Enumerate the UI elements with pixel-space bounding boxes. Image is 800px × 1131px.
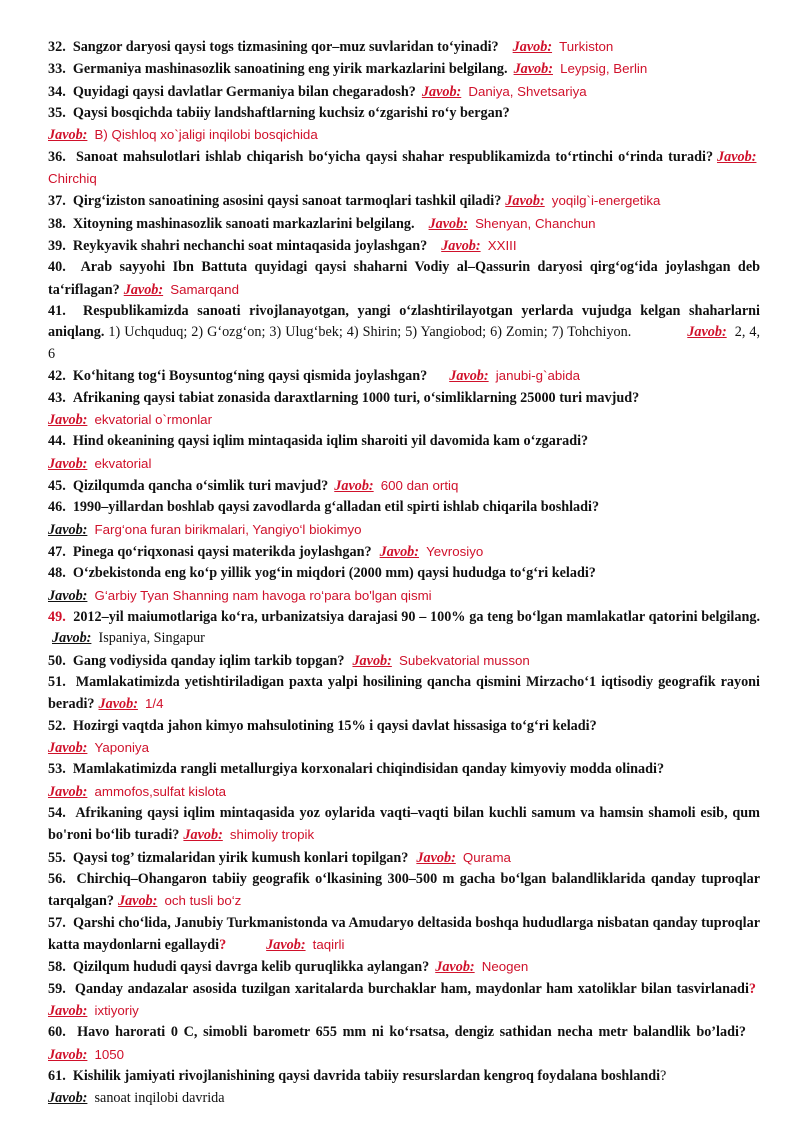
question-text: Hind okeanining qaysi iqlim mintaqasida iqlim sharoiti yil davomida kam o‘zgaradi? xyxy=(72,433,589,450)
question-text: Reykyavik shahri nechanchi soat mintaqasida joylashgan? xyxy=(72,238,428,255)
answer-label: Javob: xyxy=(512,39,553,55)
question-number: 56. xyxy=(48,871,66,888)
question-mark: ? xyxy=(660,1068,667,1085)
answer-label: Javob: xyxy=(48,455,88,472)
question-number: 52. xyxy=(48,717,66,734)
answer-label: Javob: xyxy=(48,1046,88,1063)
answer-text: Yaponiya xyxy=(94,740,149,755)
question-item xyxy=(48,541,760,563)
question-text: Ko‘hitang tog‘i Boysuntog‘ning qaysi qismida joylashgan? xyxy=(72,368,428,385)
answer-label: Javob: xyxy=(48,521,88,538)
answer-text: B) Qishloq xo`jaligi inqilobi bosqichida xyxy=(94,127,318,143)
answer-label: Javob: xyxy=(449,368,489,385)
answer-text: Qurama xyxy=(462,849,511,865)
question-number: 53. xyxy=(48,761,66,778)
answer-text: och tusli bo‘z xyxy=(164,893,242,909)
answer-text: Yevrosiyo xyxy=(426,543,484,559)
question-number: 44. xyxy=(48,433,66,450)
question-number: 34. xyxy=(48,83,66,100)
question-item xyxy=(48,803,760,847)
answer-text: Samarqand xyxy=(170,281,239,297)
answer-text: 600 dan ortiq xyxy=(380,477,459,493)
answer-text: 1050 xyxy=(94,1046,125,1062)
question-number: 51. xyxy=(48,673,66,690)
question-item xyxy=(48,388,760,432)
answer-text: 2, 4, 6 xyxy=(48,324,761,362)
question-item xyxy=(48,365,760,387)
question-item xyxy=(48,431,760,475)
question-text: Mamlakatimizda yetishtiriladigan paxta yalpi hosilining qancha qismini Mirzacho‘1 iqtisodiy geografik rayoni beradi? xyxy=(48,673,760,713)
question-text: Afrikaning qaysi iqlim mintaqasida yoz oylarida vaqti–vaqti bilan kuchli samum va hamsin shamoli esib, qum bo'roni bo‘lib turadi? xyxy=(48,805,760,844)
answer-label: Javob: xyxy=(117,893,158,910)
answer-options: 1) Uchquduq; 2) G‘ozg‘on; 3) Ulug‘bek; 4) Shirin; 5) Yangiobod; 6) Zomin; 7) Tohchiyon. xyxy=(108,324,632,341)
question-number: 38. xyxy=(48,215,66,232)
question-item xyxy=(48,1066,760,1109)
question-number: 36. xyxy=(48,148,66,165)
answer-text: Chirchiq xyxy=(48,171,97,187)
answer-label: Javob: xyxy=(123,281,164,298)
question-number: 59. xyxy=(48,980,66,997)
question-number: 61. xyxy=(48,1068,66,1085)
question-mark: ? xyxy=(219,937,227,954)
question-item xyxy=(48,650,760,672)
question-text: Respublikamizda sanoati rivojlanayotgan, yangi o‘zlashtirilayotgan yerlarda vujudga kelgan shaharlarni aniqlang. xyxy=(48,303,760,341)
question-number: 48. xyxy=(48,565,66,582)
question-item xyxy=(48,103,760,147)
question-text: Chirchiq–Ohangaron tabiiy geografik o‘lkasining 300–500 m gacha bo‘lgan balandliklarida qanday tuproqlar tarqalgan? xyxy=(48,871,760,910)
question-number: 47. xyxy=(48,543,66,560)
answer-text: XXIII xyxy=(487,238,517,254)
answer-text: ekvatorial o`rmonlar xyxy=(94,411,212,427)
question-item xyxy=(48,81,760,103)
question-text: Qizilqumda qancha o‘simlik turi mavjud? xyxy=(72,477,329,494)
answer-label: Javob: xyxy=(48,1089,88,1106)
question-item xyxy=(48,847,760,869)
answer-label: Javob: xyxy=(435,959,475,976)
question-text: Hozirgi vaqtda jahon kimyo mahsulotining 15% i qaysi davlat hissasiga to‘g‘ri keladi? xyxy=(72,717,597,734)
question-text: Afrikaning qaysi tabiat zonasida daraxtlarning 1000 turi, o‘simliklarning 25000 turi mavjud? xyxy=(72,389,640,406)
question-text: Quyidagi qaysi davlatlar Germaniya bilan chegaradosh? xyxy=(72,83,416,100)
question-item xyxy=(48,716,760,760)
answer-text: Turkiston xyxy=(559,39,614,54)
answer-label: Javob: xyxy=(48,587,88,604)
question-text: Gang vodiysida qanday iqlim tarkib topgan? xyxy=(72,652,345,669)
answer-text: ammofos,sulfat kislota xyxy=(94,783,227,799)
answer-text: Shenyan, Chanchun xyxy=(475,215,596,231)
question-number: 39. xyxy=(48,238,66,255)
answer-text: Ispaniya, Singapur xyxy=(98,630,205,647)
question-item xyxy=(48,213,760,235)
question-text: Germaniya mashinasozlik sanoatining eng yirik markazlarini belgilang. xyxy=(72,61,508,78)
question-item xyxy=(48,36,760,58)
question-text: Pinega qo‘riqxonasi qaysi materikda joylashgan? xyxy=(72,543,372,560)
question-number: 43. xyxy=(48,389,66,406)
question-item xyxy=(48,759,760,803)
question-text: Qarshi cho‘lida, Janubiy Turkmanistonda va Amudaryo deltasida boshqa hududlarga nisbatan qanday tuproqlar katta maydonlarni egallaydi xyxy=(48,914,761,954)
question-text: O‘zbekistonda eng ko‘p yillik yog‘in miqdori (2000 mm) qaysi hududga to‘g‘ri keladi? xyxy=(72,565,596,582)
question-item xyxy=(48,190,760,212)
question-number: 55. xyxy=(48,849,66,866)
answer-label: Javob: xyxy=(379,543,419,560)
question-number: 41. xyxy=(48,303,66,320)
question-number: 35. xyxy=(48,105,66,122)
answer-text: sanoat inqilobi davrida xyxy=(94,1089,225,1106)
answer-label: Javob: xyxy=(717,148,757,165)
question-item xyxy=(48,475,760,497)
answer-label: Javob: xyxy=(52,630,92,647)
question-number: 46. xyxy=(48,499,66,516)
question-number: 57. xyxy=(48,914,66,931)
question-item xyxy=(48,1022,760,1066)
question-text: Qaysi bosqichda tabiiy landshaftlarning kuchsiz o‘zgarishi ro‘y bergan? xyxy=(72,105,510,122)
question-number: 42. xyxy=(48,368,66,385)
question-text: Qirg‘iziston sanoatining asosini qaysi sanoat tarmoqlari tashkil qiladi? xyxy=(72,193,502,210)
question-text: Mamlakatimizda rangli metallurgiya korxonalari chiqindisidan qanday kimyoviy modda olinadi? xyxy=(72,761,665,778)
question-item xyxy=(48,147,760,191)
answer-text: ekvatorial xyxy=(94,455,152,471)
answer-label: Javob: xyxy=(98,696,138,713)
question-mark: ? xyxy=(748,980,756,997)
answer-text: Farg‘ona furan birikmalari, Yangiyo‘l biokimyo xyxy=(94,521,362,537)
answer-label: Javob: xyxy=(48,411,88,428)
answer-text: 1/4 xyxy=(145,696,164,712)
answer-text: Leypsig, Berlin xyxy=(560,61,648,77)
question-number: 50. xyxy=(48,652,66,669)
answer-text: Neogen xyxy=(481,959,529,975)
question-number: 37. xyxy=(48,193,66,210)
question-number: 45. xyxy=(48,477,66,494)
answer-label: Javob: xyxy=(48,1003,88,1020)
question-text: Qanday andazalar asosida tuzilgan xaritalarda burchaklar ham, maydonlar ham xatoliklar bilan tasvirlanadi xyxy=(74,980,749,997)
question-item xyxy=(48,607,760,650)
question-text: 2012–yil maiumotlariga ko‘ra, urbanizatsiya darajasi 90 – 100% ga teng bo‘lgan mamlakatlar qatorini belgilang. xyxy=(73,608,760,625)
question-item xyxy=(48,301,760,365)
answer-text: Daniya, Shvetsariya xyxy=(468,83,587,99)
question-number: 40. xyxy=(48,259,66,276)
answer-label: Javob: xyxy=(513,61,553,78)
answer-text: janubi-g`abida xyxy=(495,368,580,384)
answer-text: yoqilg`i-energetika xyxy=(551,193,661,209)
answer-label: Javob: xyxy=(421,83,462,100)
question-text: Arab sayyohi Ibn Battuta quyidagi qaysi shaharni Vodiy al–Qassurin daryosi qirg‘og‘ida joylashgan deb ta‘riflagan? xyxy=(48,259,761,298)
question-text: Kishilik jamiyati rivojlanishining qaysi davrida tabiiy resurslardan kengroq foydalana boshlandi xyxy=(72,1068,661,1085)
answer-label: Javob: xyxy=(48,740,88,756)
answer-label: Javob: xyxy=(48,127,88,144)
question-item xyxy=(48,563,760,607)
question-number: 32. xyxy=(48,39,66,55)
question-item xyxy=(48,497,760,541)
answer-label: Javob: xyxy=(505,193,545,210)
question-item xyxy=(48,869,760,913)
question-item xyxy=(48,58,760,80)
question-text: Sangzor daryosi qaysi togs tizmasining qor–muz suvlaridan to‘yinadi? xyxy=(72,39,499,55)
question-text: 1990–yillardan boshlab qaysi zavodlarda g‘alladan etil spirti ishlab chiqarila boshladi? xyxy=(72,499,600,516)
question-text: Qizilqum hududi qaysi davrga kelib quruqlikka aylangan? xyxy=(72,959,430,976)
question-item xyxy=(48,913,760,957)
question-number: 58. xyxy=(48,959,66,976)
question-text: Xitoyning mashinasozlik sanoati markazlarini belgilang. xyxy=(72,215,415,232)
answer-label: Javob: xyxy=(48,783,88,800)
answer-label: Javob: xyxy=(266,937,306,954)
answer-label: Javob: xyxy=(352,652,392,669)
question-item xyxy=(48,979,760,1023)
answer-text: Subekvatorial musson xyxy=(398,652,530,668)
question-text: Havo harorati 0 C, simobli barometr 655 mm ni ko‘rsatsa, dengiz sathidan necha metr balandlik bo’ladi? xyxy=(77,1024,746,1041)
answer-label: Javob: xyxy=(441,238,481,255)
question-item xyxy=(48,956,760,978)
question-item xyxy=(48,672,760,716)
answer-label: Javob: xyxy=(428,215,468,232)
answer-text: ixtiyoriy xyxy=(94,1003,139,1019)
question-number: 33. xyxy=(48,61,66,78)
answer-text: G‘arbiy Tyan Shanning nam havoga ro‘para bo'lgan qismi xyxy=(94,587,432,603)
answer-text: shimoliy tropik xyxy=(229,827,315,843)
question-text: Qaysi tog’ tizmalaridan yirik kumush konlari topilgan? xyxy=(72,849,409,866)
answer-label: Javob: xyxy=(687,324,727,341)
question-number: 49. xyxy=(48,608,66,625)
question-item xyxy=(48,257,760,301)
question-number: 60. xyxy=(48,1024,66,1041)
question-item xyxy=(48,235,760,257)
question-text: Sanoat mahsulotlari ishlab chiqarish bo‘yicha qaysi shahar respublikamizda to‘rtinchi o‘rinda turadi? xyxy=(75,148,714,165)
answer-text: taqirli xyxy=(312,937,345,953)
answer-label: Javob: xyxy=(334,477,374,494)
answer-label: Javob: xyxy=(183,827,223,844)
answer-label: Javob: xyxy=(416,849,456,866)
question-number: 54. xyxy=(48,805,66,822)
